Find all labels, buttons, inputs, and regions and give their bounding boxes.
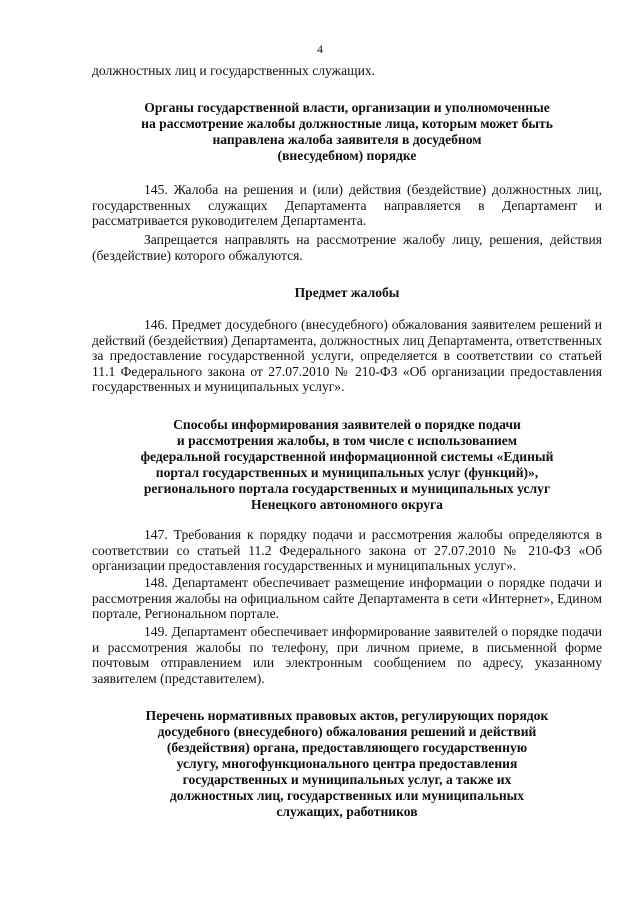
section-heading-complaint-recipients [92,100,602,164]
heading-line: и рассмотрения жалобы, в том числе с использованием [176,433,518,448]
paragraph-146: 146. Предмет досудебного (внесудебного) обжалования заявителем решений и действий (бездействия) Департамента, должностных лиц Департамента, ответственных за предоставление государственной услуги, определяется в соответствии со статьей 11.1 Федерального закона от 27.07.2010 № 210-ФЗ «Об организации предоставления государственных и муниципальных услуг». [92,317,602,395]
section-heading-complaint-subject [92,285,602,301]
heading-line: служащих, работников [276,804,418,819]
paragraph-148: 148. Департамент обеспечивает размещение информации о порядке подачи и рассмотрения жалобы на официальном сайте Департамента в сети «Интернет», Едином портале, Региональном портале. [92,575,602,622]
heading-line: Органы государственной власти, организации и уполномоченные [144,100,550,115]
heading-line: государственных и муниципальных услуг, а также их [182,772,512,787]
heading-line: Ненецкого автономного округа [251,497,443,512]
paragraph-147: 147. Требования к порядку подачи и рассмотрения жалобы определяются в соответствии со статьей 11.2 Федерального закона от 27.07.2010 № 210-ФЗ «Об организации предоставления государственных и муниципальных услуг». [92,527,602,574]
paragraph-prohibition: Запрещается направлять на рассмотрение жалобу лицу, решения, действия (бездействие) которого обжалуются. [92,232,602,263]
heading-line: на рассмотрение жалобы должностные лица, которым может быть [141,116,553,131]
heading-line: (бездействия) органа, предоставляющего государственную [166,740,528,755]
heading-line: Предмет жалобы [294,285,400,300]
heading-line: регионального портала государственных и муниципальных услуг [143,481,551,496]
heading-line: досудебного (внесудебного) обжалования решений и действий [157,724,537,739]
continued-text-fragment: должностных лиц и государственных служащих. [92,63,376,78]
paragraph-145: 145. Жалоба на решения и (или) действия (бездействие) должностных лиц, государственных служащих Департамента направляется в Департамент и рассматривается руководителем Департамента. [92,182,602,229]
section-heading-informing-methods [92,417,602,513]
section-heading-regulatory-acts [92,708,602,820]
heading-line: Перечень нормативных правовых актов, регулирующих порядок [145,708,549,723]
heading-line: направлена жалоба заявителя в досудебном [212,132,482,147]
page-number: 4 [317,42,323,56]
heading-line: (внесудебном) порядке [277,148,417,163]
heading-line: портал государственных и муниципальных услуг (функций)», [155,465,539,480]
heading-line: услугу, многофункционального центра предоставления [176,756,518,771]
heading-line: должностных лиц, государственных или муниципальных [169,788,525,803]
paragraph-149: 149. Департамент обеспечивает информирование заявителей о порядке подачи и рассмотрения жалобы по телефону, при личном приеме, в письменной форме почтовым отправлением или электронным сообщением по адресу, указанному заявителем (представителем). [92,624,602,686]
heading-line: Способы информирования заявителей о порядке подачи [173,417,521,432]
heading-line: федеральной государственной информационной системы «Единый [140,449,554,464]
